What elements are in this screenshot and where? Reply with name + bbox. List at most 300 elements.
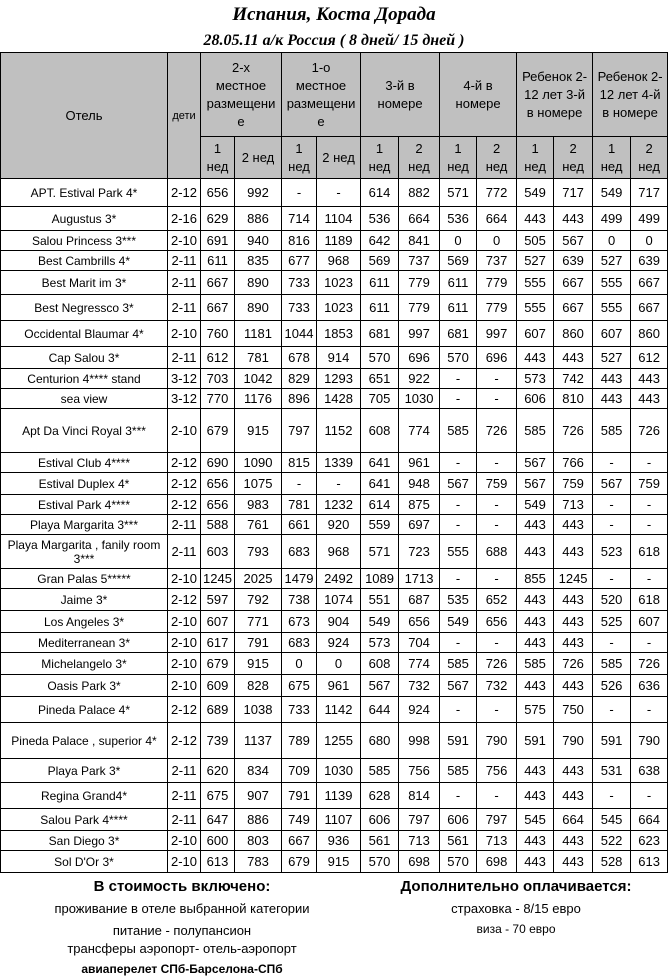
kids-age: 2-12 — [168, 723, 201, 759]
hotel-name: Best Cambrills 4* — [1, 251, 168, 271]
price-cell: - — [477, 783, 517, 809]
hotel-name: sea view — [1, 389, 168, 409]
price-cell: 726 — [631, 409, 668, 453]
price-cell: 739 — [201, 723, 235, 759]
price-cell: 551 — [361, 589, 399, 611]
price-cell: - — [593, 633, 631, 653]
price-cell: 555 — [593, 271, 631, 295]
price-cell: 443 — [554, 851, 593, 873]
price-cell: 585 — [517, 653, 554, 675]
price-cell: 585 — [593, 653, 631, 675]
price-cell: - — [631, 495, 668, 515]
footer — [0, 876, 668, 978]
price-cell: 536 — [361, 207, 399, 231]
price-cell: 810 — [554, 389, 593, 409]
price-cell: 570 — [361, 851, 399, 873]
hotel-name: APT. Estival Park 4* — [1, 179, 168, 207]
price-cell: 569 — [361, 251, 399, 271]
kids-age: 2-10 — [168, 831, 201, 851]
price-cell: - — [477, 495, 517, 515]
price-cell: 443 — [554, 535, 593, 569]
included-item: авиаперелет СПб-Барселона-СПб — [81, 962, 283, 976]
price-cell: 713 — [477, 831, 517, 851]
hotel-name: Sol D'Or 3* — [1, 851, 168, 873]
price-cell: 772 — [477, 179, 517, 207]
price-cell: 855 — [517, 569, 554, 589]
price-cell: 779 — [399, 271, 440, 295]
price-cell: 667 — [631, 271, 668, 295]
price-cell: 678 — [282, 347, 317, 369]
hotel-name: Salou Park 4**** — [1, 809, 168, 831]
price-cell: 443 — [631, 369, 668, 389]
price-cell: 561 — [440, 831, 477, 851]
price-cell: 612 — [631, 347, 668, 369]
table-row — [1, 207, 668, 231]
price-cell: 1104 — [317, 207, 361, 231]
table-row — [1, 231, 668, 251]
kids-age: 2-11 — [168, 809, 201, 831]
price-cell: 1038 — [235, 697, 282, 723]
price-cell: 567 — [517, 473, 554, 495]
price-cell: 443 — [554, 207, 593, 231]
price-cell: 549 — [517, 179, 554, 207]
kids-age: 2-12 — [168, 179, 201, 207]
price-cell: 611 — [440, 271, 477, 295]
price-cell: - — [593, 569, 631, 589]
table-body — [1, 179, 668, 873]
kids-age: 2-11 — [168, 535, 201, 569]
price-cell: 1293 — [317, 369, 361, 389]
price-cell: 443 — [517, 759, 554, 783]
hotel-name: Pineda Palace 4* — [1, 697, 168, 723]
hotel-name: Jaime 3* — [1, 589, 168, 611]
price-cell: 697 — [399, 515, 440, 535]
kids-age: 2-11 — [168, 347, 201, 369]
table-row — [1, 851, 668, 873]
price-cell: 545 — [517, 809, 554, 831]
price-cell: 527 — [593, 251, 631, 271]
price-cell: - — [440, 453, 477, 473]
price-cell: - — [440, 633, 477, 653]
header-week-1: 1 нед — [201, 137, 235, 179]
hotel-name: Oasis Park 3* — [1, 675, 168, 697]
table-row — [1, 495, 668, 515]
price-cell: 673 — [282, 611, 317, 633]
price-cell: 443 — [517, 515, 554, 535]
price-cell: 997 — [477, 321, 517, 347]
kids-age: 2-10 — [168, 653, 201, 675]
price-cell: 569 — [440, 251, 477, 271]
price-cell: 890 — [235, 295, 282, 321]
price-cell: 723 — [399, 535, 440, 569]
price-cell: - — [477, 569, 517, 589]
price-cell: 779 — [477, 295, 517, 321]
price-cell: 1075 — [235, 473, 282, 495]
price-cell: 688 — [477, 535, 517, 569]
price-cell: 525 — [593, 611, 631, 633]
hotel-name: San Diego 3* — [1, 831, 168, 851]
kids-age: 2-12 — [168, 697, 201, 723]
price-cell: 443 — [517, 611, 554, 633]
price-cell: 779 — [399, 295, 440, 321]
price-cell: 936 — [317, 831, 361, 851]
price-cell: 443 — [517, 675, 554, 697]
price-cell: 618 — [631, 589, 668, 611]
price-cell: 770 — [201, 389, 235, 409]
price-cell: 656 — [201, 473, 235, 495]
price-cell: - — [593, 453, 631, 473]
kids-age: 2-10 — [168, 409, 201, 453]
price-cell: 611 — [361, 295, 399, 321]
price-cell: 591 — [517, 723, 554, 759]
price-cell: 443 — [554, 783, 593, 809]
price-cell: 791 — [235, 633, 282, 653]
price-cell: 691 — [201, 231, 235, 251]
kids-age: 2-10 — [168, 231, 201, 251]
price-cell: 992 — [235, 179, 282, 207]
table-row — [1, 295, 668, 321]
price-cell: 567 — [361, 675, 399, 697]
price-cell: 0 — [593, 231, 631, 251]
price-cell: 1189 — [317, 231, 361, 251]
price-cell: 591 — [440, 723, 477, 759]
price-cell: 732 — [477, 675, 517, 697]
price-cell: 779 — [477, 271, 517, 295]
price-cell: 588 — [201, 515, 235, 535]
included-title: В стоимость включено: — [93, 878, 271, 895]
price-cell: 606 — [517, 389, 554, 409]
price-cell: 628 — [361, 783, 399, 809]
price-cell: 733 — [282, 697, 317, 723]
price-cell: 499 — [593, 207, 631, 231]
price-cell: 656 — [477, 611, 517, 633]
price-cell: - — [593, 697, 631, 723]
price-cell: - — [282, 473, 317, 495]
price-cell: 875 — [399, 495, 440, 515]
price-cell: 505 — [517, 231, 554, 251]
included-item: проживание в отеле выбранной категории — [54, 901, 310, 916]
price-cell: 681 — [440, 321, 477, 347]
price-cell: 920 — [317, 515, 361, 535]
price-cell: 2492 — [317, 569, 361, 589]
price-cell: 527 — [593, 347, 631, 369]
extra-title: Дополнительно оплачивается: — [400, 878, 632, 895]
price-cell: 679 — [282, 851, 317, 873]
header-week-1: 1 нед — [517, 137, 554, 179]
price-cell: - — [477, 697, 517, 723]
price-cell: - — [282, 179, 317, 207]
price-cell: 618 — [631, 535, 668, 569]
price-cell: 528 — [593, 851, 631, 873]
kids-age: 2-11 — [168, 759, 201, 783]
price-cell: 904 — [317, 611, 361, 633]
included-item: трансферы аэропорт- отель-аэропорт — [67, 941, 297, 956]
price-cell: - — [631, 697, 668, 723]
price-cell: 797 — [399, 809, 440, 831]
price-cell: 639 — [631, 251, 668, 271]
price-cell: 713 — [554, 495, 593, 515]
price-cell: 536 — [440, 207, 477, 231]
header-week-1: 1 нед — [593, 137, 631, 179]
price-cell: 814 — [399, 783, 440, 809]
price-cell: 726 — [477, 409, 517, 453]
price-cell: - — [440, 369, 477, 389]
price-cell: 890 — [235, 271, 282, 295]
price-cell: 1232 — [317, 495, 361, 515]
kids-age: 2-12 — [168, 589, 201, 611]
price-cell: 683 — [282, 535, 317, 569]
price-cell: 679 — [201, 409, 235, 453]
price-cell: 1089 — [361, 569, 399, 589]
price-cell: - — [477, 453, 517, 473]
table-row — [1, 783, 668, 809]
kids-age: 2-10 — [168, 633, 201, 653]
price-cell: 549 — [517, 495, 554, 515]
price-cell: 696 — [477, 347, 517, 369]
page-subtitle: 28.05.11 а/к Россия ( 8 дней/ 15 дней ) — [203, 32, 465, 49]
kids-age: 2-11 — [168, 251, 201, 271]
hotel-name: Centurion 4**** stand — [1, 369, 168, 389]
price-cell: 1479 — [282, 569, 317, 589]
price-cell: 575 — [517, 697, 554, 723]
price-cell: - — [593, 515, 631, 535]
kids-age: 2-10 — [168, 675, 201, 697]
price-cell: 756 — [399, 759, 440, 783]
price-cell: 608 — [361, 653, 399, 675]
price-cell: 606 — [440, 809, 477, 831]
kids-age: 2-16 — [168, 207, 201, 231]
price-cell: 555 — [593, 295, 631, 321]
price-cell: 667 — [554, 295, 593, 321]
price-cell: 567 — [593, 473, 631, 495]
price-cell: 555 — [517, 295, 554, 321]
kids-age: 2-10 — [168, 851, 201, 873]
price-cell: 679 — [201, 653, 235, 675]
price-cell: 968 — [317, 251, 361, 271]
price-cell: 797 — [282, 409, 317, 453]
price-cell: 651 — [361, 369, 399, 389]
price-cell: 591 — [593, 723, 631, 759]
price-cell: 443 — [554, 515, 593, 535]
price-cell: 656 — [399, 611, 440, 633]
price-cell: 570 — [361, 347, 399, 369]
price-cell: 608 — [361, 409, 399, 453]
table-row — [1, 611, 668, 633]
price-cell: 882 — [399, 179, 440, 207]
price-cell: 613 — [631, 851, 668, 873]
price-cell: 886 — [235, 809, 282, 831]
price-cell: - — [440, 389, 477, 409]
price-cell: 667 — [554, 271, 593, 295]
price-cell: 886 — [235, 207, 282, 231]
price-cell: 611 — [361, 271, 399, 295]
price-cell: 774 — [399, 653, 440, 675]
price-cell: 726 — [554, 409, 593, 453]
price-cell: 607 — [201, 611, 235, 633]
price-cell: 561 — [361, 831, 399, 851]
table-row — [1, 347, 668, 369]
price-cell: 629 — [201, 207, 235, 231]
price-cell: 1074 — [317, 589, 361, 611]
price-cell: 1255 — [317, 723, 361, 759]
price-cell: 667 — [631, 295, 668, 321]
price-cell: 585 — [361, 759, 399, 783]
price-cell: 443 — [554, 589, 593, 611]
price-cell: 717 — [554, 179, 593, 207]
price-cell: 675 — [282, 675, 317, 697]
price-cell: 549 — [361, 611, 399, 633]
price-cell: 717 — [631, 179, 668, 207]
price-cell: 613 — [201, 851, 235, 873]
price-cell: 726 — [477, 653, 517, 675]
price-cell: 0 — [477, 231, 517, 251]
header-week-1: 1 нед — [361, 137, 399, 179]
price-cell: 690 — [201, 453, 235, 473]
table-row — [1, 515, 668, 535]
price-cell: 792 — [235, 589, 282, 611]
price-cell: 614 — [361, 495, 399, 515]
price-cell: 571 — [440, 179, 477, 207]
hotel-name: Occidental Blaumar 4* — [1, 321, 168, 347]
table-row — [1, 675, 668, 697]
price-cell: 549 — [593, 179, 631, 207]
price-cell: 603 — [201, 535, 235, 569]
kids-age: 2-10 — [168, 611, 201, 633]
price-cell: 522 — [593, 831, 631, 851]
price-cell: 1245 — [554, 569, 593, 589]
hotel-name: Cap Salou 3* — [1, 347, 168, 369]
price-cell: 443 — [593, 389, 631, 409]
price-cell: 570 — [440, 347, 477, 369]
price-cell: 573 — [517, 369, 554, 389]
kids-age: 3-12 — [168, 389, 201, 409]
hotel-name: Apt Da Vinci Royal 3*** — [1, 409, 168, 453]
price-cell: 611 — [440, 295, 477, 321]
price-cell: 761 — [235, 515, 282, 535]
price-cell: 611 — [201, 251, 235, 271]
price-cell: 1023 — [317, 295, 361, 321]
price-cell: 642 — [361, 231, 399, 251]
price-cell: 783 — [235, 851, 282, 873]
header-row-groups — [1, 53, 668, 137]
price-cell: 915 — [235, 653, 282, 675]
price-cell: 661 — [282, 515, 317, 535]
header-week-1: 1 нед — [440, 137, 477, 179]
header-week-2: 2 нед — [317, 137, 361, 179]
price-cell: 1137 — [235, 723, 282, 759]
price-cell: - — [477, 369, 517, 389]
price-cell: 948 — [399, 473, 440, 495]
price-cell: 531 — [593, 759, 631, 783]
price-cell: 638 — [631, 759, 668, 783]
table-row — [1, 453, 668, 473]
table-row — [1, 389, 668, 409]
price-cell: 835 — [235, 251, 282, 271]
price-cell: 1030 — [317, 759, 361, 783]
price-cell: 737 — [477, 251, 517, 271]
kids-age: 2-11 — [168, 515, 201, 535]
price-cell: 998 — [399, 723, 440, 759]
table-row — [1, 569, 668, 589]
price-cell: 681 — [361, 321, 399, 347]
price-cell: 1044 — [282, 321, 317, 347]
price-cell: 841 — [399, 231, 440, 251]
price-cell: 443 — [517, 633, 554, 653]
kids-age: 2-12 — [168, 453, 201, 473]
price-cell: 567 — [554, 231, 593, 251]
price-cell: 597 — [201, 589, 235, 611]
price-cell: 623 — [631, 831, 668, 851]
price-cell: 860 — [631, 321, 668, 347]
header-group-fourth: 4-й в номере — [440, 53, 517, 137]
price-cell: 915 — [317, 851, 361, 873]
table-row — [1, 271, 668, 295]
price-cell: - — [631, 783, 668, 809]
table-row — [1, 831, 668, 851]
price-cell: 860 — [554, 321, 593, 347]
hotel-name: Regina Grand4* — [1, 783, 168, 809]
price-cell: 0 — [282, 653, 317, 675]
price-cell: 790 — [631, 723, 668, 759]
price-cell: 709 — [282, 759, 317, 783]
price-cell: 612 — [201, 347, 235, 369]
price-cell: 555 — [440, 535, 477, 569]
price-cell: 656 — [201, 179, 235, 207]
hotel-name: Michelangelo 3* — [1, 653, 168, 675]
price-cell: 896 — [282, 389, 317, 409]
price-cell: 759 — [477, 473, 517, 495]
price-cell: 1023 — [317, 271, 361, 295]
kids-age: 2-12 — [168, 473, 201, 495]
hotel-name: Estival Duplex 4* — [1, 473, 168, 495]
price-cell: - — [440, 697, 477, 723]
kids-age: 2-11 — [168, 271, 201, 295]
price-cell: - — [631, 453, 668, 473]
hotel-name: Salou Princess 3*** — [1, 231, 168, 251]
price-cell: 750 — [554, 697, 593, 723]
hotel-name: Playa Margarita 3*** — [1, 515, 168, 535]
price-cell: 687 — [399, 589, 440, 611]
price-cell: 535 — [440, 589, 477, 611]
price-cell: 781 — [235, 347, 282, 369]
price-cell: 443 — [517, 535, 554, 569]
price-cell: 680 — [361, 723, 399, 759]
hotel-name: Estival Park 4**** — [1, 495, 168, 515]
price-cell: - — [440, 783, 477, 809]
price-cell: 549 — [440, 611, 477, 633]
table-row — [1, 369, 668, 389]
price-cell: 443 — [554, 347, 593, 369]
price-cell: 834 — [235, 759, 282, 783]
price-cell: 443 — [554, 759, 593, 783]
price-cell: 570 — [440, 851, 477, 873]
price-cell: 600 — [201, 831, 235, 851]
price-cell: 766 — [554, 453, 593, 473]
price-cell: 726 — [631, 653, 668, 675]
price-cell: 443 — [517, 589, 554, 611]
price-cell: 705 — [361, 389, 399, 409]
price-cell: 816 — [282, 231, 317, 251]
price-cell: - — [440, 515, 477, 535]
price-cell: 789 — [282, 723, 317, 759]
price-cell: 1030 — [399, 389, 440, 409]
table-row — [1, 697, 668, 723]
price-cell: 520 — [593, 589, 631, 611]
price-cell: 656 — [201, 495, 235, 515]
price-cell: - — [593, 783, 631, 809]
price-cell: 698 — [477, 851, 517, 873]
table-row — [1, 759, 668, 783]
